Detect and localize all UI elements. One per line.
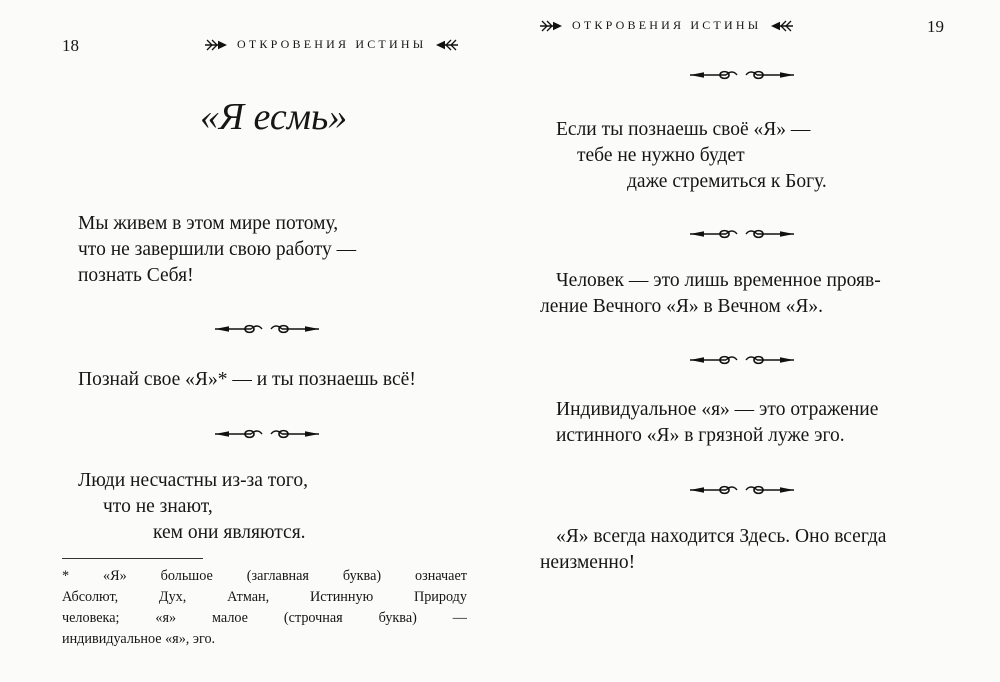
footnote-word: — [452, 610, 467, 626]
text-line: познать Себя! [78, 265, 194, 286]
footnote-line [62, 608, 467, 629]
text-line: Индивидуальное «я» — это отражение [556, 399, 879, 420]
footnote-word: * [62, 568, 70, 584]
text-line: Если ты познаешь своё «Я» — [556, 119, 811, 140]
text-line: что не завершили свою работу — [78, 239, 357, 260]
text-line: кем они являются. [153, 522, 306, 543]
text-line: «Я» всегда находится Здесь. Оно всегда [556, 526, 887, 547]
running-header [205, 37, 458, 52]
text-line: Человек — это лишь временное прояв- [556, 270, 881, 291]
fleuron-divider-icon [690, 484, 794, 496]
footnote-word: малое [212, 610, 248, 626]
footnote-word: Истинную [309, 589, 374, 605]
text-line: Люди несчастны из-за того, [78, 470, 308, 491]
footnote-line: индивидуальное «я», эго. [62, 631, 216, 647]
text-line: Мы живем в этом мире потому, [78, 213, 339, 234]
footnote-word: Атман, [227, 589, 270, 605]
footnote-word: (заглавная [246, 568, 309, 584]
footnote-word: Природу [413, 589, 467, 605]
arrow-ornament-right-icon [205, 39, 227, 51]
footnote-word: буква) [342, 568, 382, 584]
arrow-ornament-left-icon [436, 39, 458, 51]
footnote-word: буква) [378, 610, 417, 626]
fleuron-divider-icon [215, 428, 319, 440]
arrow-ornament-right-icon [540, 20, 562, 32]
footnote-word: «Я» [103, 568, 127, 584]
fleuron-divider-icon [215, 323, 319, 335]
running-header [540, 18, 793, 33]
fleuron-divider-icon [690, 354, 794, 366]
page-number: 19 [927, 17, 944, 36]
footnote-word: (строчная [283, 610, 343, 626]
running-header-text: ОТКРОВЕНИЯ ИСТИНЫ [237, 37, 427, 51]
text-line: Познай свое «Я»* — и ты познаешь всё! [78, 369, 416, 390]
running-header-text: ОТКРОВЕНИЯ ИСТИНЫ [572, 18, 762, 32]
footnote-word: «я» [155, 610, 177, 626]
footnote-word: Дух, [158, 589, 187, 605]
text-line: даже стремиться к Богу. [627, 171, 827, 192]
text-line: истинного «Я» в грязной луже эго. [556, 425, 845, 446]
page-title: «Я есмь» [200, 96, 348, 138]
fleuron-divider-icon [690, 228, 794, 240]
footnote-line [62, 587, 467, 608]
footnote-word: означает [415, 568, 467, 584]
text-line: неизменно! [540, 552, 636, 573]
footnote-line [62, 566, 467, 587]
text-line: что не знают, [103, 496, 213, 517]
text-line: ление Вечного «Я» в Вечном «Я». [540, 296, 823, 317]
footnote-word: Абсолют, [62, 589, 119, 605]
footnote-word: большое [160, 568, 213, 584]
footnote-word: человека; [62, 610, 120, 626]
footnote-rule [62, 558, 203, 559]
right-page [500, 0, 1000, 682]
text-line: тебе не нужно будет [577, 145, 745, 166]
page-number: 18 [62, 36, 79, 55]
arrow-ornament-left-icon [771, 20, 793, 32]
fleuron-divider-icon [690, 69, 794, 81]
